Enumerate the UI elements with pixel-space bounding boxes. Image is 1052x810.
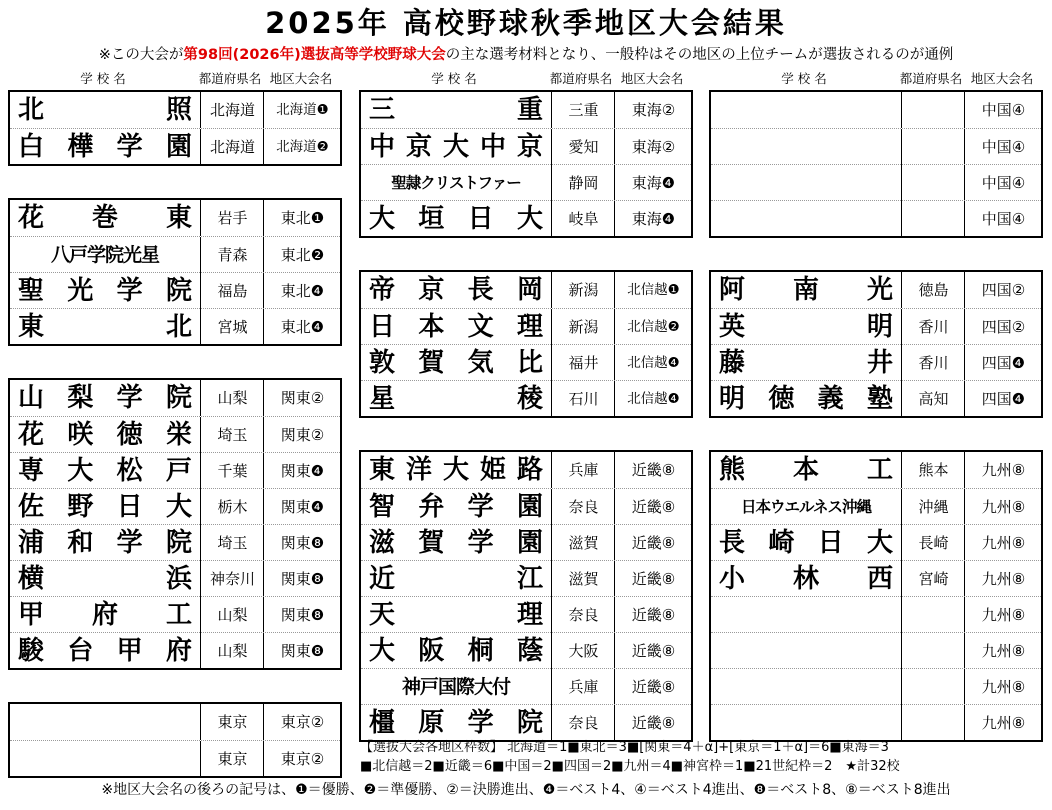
school-name	[711, 129, 901, 165]
region-result: 九州⑧	[964, 633, 1042, 669]
region-result: 東北❷	[263, 237, 341, 273]
school-name	[711, 201, 901, 237]
region-result: 中国④	[964, 92, 1042, 128]
prefecture-name: 新潟	[551, 272, 615, 308]
school-name	[10, 309, 200, 345]
region-result: 近畿⑧	[614, 705, 692, 741]
school-name: 帝京長岡	[369, 275, 543, 305]
school-name: 佐野日大	[18, 492, 192, 522]
school-name	[711, 165, 901, 201]
prefecture-name: 宮崎	[901, 561, 965, 597]
school-row	[711, 452, 1041, 488]
prefecture-name	[901, 705, 965, 741]
prefecture-name	[901, 597, 965, 633]
school-name	[711, 597, 901, 633]
region-result: 九州⑧	[964, 597, 1042, 633]
school-row	[10, 128, 340, 165]
region-block	[8, 378, 342, 670]
region-result: 近畿⑧	[614, 525, 692, 561]
region-result: 北信越❶	[614, 272, 692, 308]
prefecture-name: 埼玉	[200, 417, 264, 453]
school-row	[10, 632, 340, 669]
prefecture-name: 滋賀	[551, 561, 615, 597]
column-header-2	[359, 68, 693, 90]
school-row	[711, 632, 1041, 669]
subtitle-part2: の主な選考材料となり、一般枠はその地区の上位チームが選抜されるのが通例	[445, 47, 954, 63]
region-result: 東京②	[263, 704, 341, 740]
school-name	[711, 309, 901, 345]
region-result: 近畿⑧	[614, 489, 692, 525]
region-result: 中国④	[964, 129, 1042, 165]
prefecture-name: 福島	[200, 273, 264, 309]
prefecture-name: 香川	[901, 345, 965, 381]
school-row	[10, 488, 340, 525]
school-name	[711, 705, 901, 741]
school-name	[361, 561, 551, 597]
prefecture-name	[901, 201, 965, 237]
school-name-part: 東	[18, 312, 45, 342]
region-result: 東京②	[263, 741, 341, 777]
prefecture-name: 宮城	[200, 309, 264, 345]
school-name: 甲府工	[18, 600, 192, 630]
prefecture-name: 石川	[551, 381, 615, 417]
school-row	[10, 704, 340, 740]
region-result: 九州⑧	[964, 669, 1042, 705]
school-row	[10, 560, 340, 597]
school-row	[10, 524, 340, 561]
school-row	[361, 92, 691, 128]
region-result: 中国④	[964, 201, 1042, 237]
school-name	[10, 704, 200, 740]
school-name	[711, 345, 901, 381]
school-row	[10, 740, 340, 777]
header-school: 学 校 名	[80, 71, 126, 86]
school-row	[10, 92, 340, 128]
school-name: 長崎日大	[719, 528, 893, 558]
region-result: 九州⑧	[964, 489, 1042, 525]
header-prefecture: 都道府県名	[549, 71, 613, 86]
region-block	[709, 270, 1043, 418]
prefecture-name: 北海道	[200, 129, 264, 165]
prefecture-name: 岐阜	[551, 201, 615, 237]
footer-legend: ※地区大会名の後ろの記号は、❶＝優勝、❷＝準優勝、②＝決勝進出、❹＝ベスト4、④＝ベスト4進出、❽＝ベスト8、⑧＝ベスト8進出	[101, 782, 951, 798]
school-name: 浦和学院	[18, 528, 192, 558]
school-row	[10, 308, 340, 345]
school-row	[10, 380, 340, 416]
school-name-part: 江	[516, 564, 543, 594]
prefecture-name: 神奈川	[200, 561, 264, 597]
header-region: 地区大会名	[269, 71, 333, 86]
school-name-part: 北	[165, 312, 192, 342]
school-name: 山梨学院	[18, 383, 192, 413]
school-name-part: 近	[369, 564, 396, 594]
school-row	[361, 128, 691, 165]
school-row	[711, 164, 1041, 201]
school-row	[711, 704, 1041, 741]
prefecture-name: 東京	[200, 741, 264, 777]
header-prefecture: 都道府県名	[899, 71, 963, 86]
school-name-part: 横	[18, 564, 45, 594]
region-result: 九州⑧	[964, 705, 1042, 741]
school-name	[711, 92, 901, 128]
school-name: 駿台甲府	[18, 636, 192, 666]
prefecture-name: 沖縄	[901, 489, 965, 525]
school-name: 日本ウエルネス沖縄	[740, 498, 872, 516]
region-result: 四国②	[964, 309, 1042, 345]
school-name	[711, 669, 901, 705]
prefecture-name: 兵庫	[551, 452, 615, 488]
school-name	[361, 597, 551, 633]
region-block	[8, 198, 342, 346]
header-school: 学 校 名	[781, 71, 827, 86]
prefecture-name: 北海道	[200, 92, 264, 128]
region-result: 東北❹	[263, 273, 341, 309]
school-name: 花咲徳栄	[18, 420, 192, 450]
prefecture-name: 東京	[200, 704, 264, 740]
school-row	[711, 380, 1041, 417]
prefecture-name: 滋賀	[551, 525, 615, 561]
school-name-part: 井	[866, 348, 893, 378]
school-row	[711, 128, 1041, 165]
school-row	[361, 272, 691, 308]
region-block	[359, 90, 693, 238]
region-result: 関東❽	[263, 561, 341, 597]
prefecture-name: 栃木	[200, 489, 264, 525]
school-name	[361, 92, 551, 128]
school-name: 大垣日大	[369, 204, 543, 234]
school-row	[361, 452, 691, 488]
school-name-part: 天	[369, 600, 396, 630]
header-region: 地区大会名	[970, 71, 1034, 86]
school-name-part: 英	[719, 312, 746, 342]
school-row	[361, 704, 691, 741]
region-result: 四国②	[964, 272, 1042, 308]
region-result: 関東❹	[263, 453, 341, 489]
region-result: 近畿⑧	[614, 561, 692, 597]
school-row	[711, 668, 1041, 705]
school-name: 聖光学院	[18, 276, 192, 306]
school-name	[711, 633, 901, 669]
school-name-part: 理	[516, 600, 543, 630]
region-result: 東海❹	[614, 165, 692, 201]
prefecture-name: 山梨	[200, 380, 264, 416]
school-name: 敦賀気比	[369, 348, 543, 378]
header-prefecture: 都道府県名	[198, 71, 262, 86]
school-name-part: 浜	[165, 564, 192, 594]
prefecture-name: 奈良	[551, 489, 615, 525]
frame-info	[360, 738, 1046, 776]
school-name: 日本文理	[369, 312, 543, 342]
region-result: 北信越❹	[614, 381, 692, 417]
region-result: 北信越❷	[614, 309, 692, 345]
school-name: 東洋大姫路	[369, 455, 543, 485]
subtitle-highlight: 第98回(2026年)選抜高等学校野球大会	[183, 47, 446, 63]
school-row	[10, 596, 340, 633]
school-name: 中京大中京	[369, 132, 543, 162]
region-block	[8, 702, 342, 778]
school-name-part: 明	[866, 312, 893, 342]
school-row	[711, 308, 1041, 345]
region-result: 東北❶	[263, 200, 341, 236]
school-row	[711, 272, 1041, 308]
page-subtitle	[0, 44, 1052, 66]
school-row	[361, 308, 691, 345]
prefecture-name: 福井	[551, 345, 615, 381]
header-school: 学 校 名	[431, 71, 477, 86]
school-name: 小林西	[719, 564, 893, 594]
column-header-1	[8, 68, 342, 90]
school-row	[10, 416, 340, 453]
school-row	[711, 344, 1041, 381]
school-name	[10, 561, 200, 597]
region-result: 北信越❹	[614, 345, 692, 381]
school-row	[361, 164, 691, 201]
prefecture-name: 静岡	[551, 165, 615, 201]
school-name: 明徳義塾	[719, 384, 893, 414]
school-name-part: 三	[369, 95, 396, 125]
school-row	[711, 92, 1041, 128]
region-block	[359, 450, 693, 742]
prefecture-name: 高知	[901, 381, 965, 417]
school-row	[711, 596, 1041, 633]
school-row	[361, 200, 691, 237]
school-row	[711, 560, 1041, 597]
prefecture-name: 青森	[200, 237, 264, 273]
column-header-3	[709, 68, 1043, 90]
school-row	[711, 200, 1041, 237]
school-name: 花巻東	[18, 203, 192, 233]
region-result: 関東❽	[263, 525, 341, 561]
region-result: 四国❹	[964, 381, 1042, 417]
prefecture-name: 埼玉	[200, 525, 264, 561]
prefecture-name: 香川	[901, 309, 965, 345]
prefecture-name: 岩手	[200, 200, 264, 236]
school-name: 専大松戸	[18, 456, 192, 486]
region-result: 関東❽	[263, 633, 341, 669]
prefecture-name: 山梨	[200, 597, 264, 633]
prefecture-name	[901, 669, 965, 705]
school-name: 大阪桐蔭	[369, 636, 543, 666]
school-row	[361, 488, 691, 525]
prefecture-name: 大阪	[551, 633, 615, 669]
region-result: 九州⑧	[964, 525, 1042, 561]
region-block	[8, 90, 342, 166]
school-name-part: 照	[165, 95, 192, 125]
school-name-part: 星	[369, 384, 396, 414]
school-row	[361, 596, 691, 633]
region-result: 東海②	[614, 129, 692, 165]
school-name-part: 重	[516, 95, 543, 125]
region-result: 近畿⑧	[614, 452, 692, 488]
region-result: 東海②	[614, 92, 692, 128]
page-title: 2025年 高校野球秋季地区大会結果	[265, 6, 787, 40]
school-name: 智弁学園	[369, 492, 543, 522]
school-row	[361, 560, 691, 597]
region-result: 関東②	[263, 380, 341, 416]
school-name-part: 藤	[719, 348, 746, 378]
prefecture-name: 長崎	[901, 525, 965, 561]
region-result: 北海道❶	[263, 92, 341, 128]
prefecture-name: 兵庫	[551, 669, 615, 705]
prefecture-name	[901, 633, 965, 669]
prefecture-name: 山梨	[200, 633, 264, 669]
prefecture-name: 三重	[551, 92, 615, 128]
prefecture-name: 奈良	[551, 597, 615, 633]
prefecture-name	[901, 165, 965, 201]
school-name: 八戸学院光星	[50, 244, 159, 266]
school-row	[711, 524, 1041, 561]
school-name: 滋賀学園	[369, 528, 543, 558]
prefecture-name: 徳島	[901, 272, 965, 308]
school-name: 阿南光	[719, 275, 893, 305]
school-name: 白樺学園	[18, 132, 192, 162]
school-row	[361, 344, 691, 381]
prefecture-name: 熊本	[901, 452, 965, 488]
subtitle-part1: ※この大会が	[98, 47, 184, 63]
school-row	[361, 632, 691, 669]
prefecture-name: 千葉	[200, 453, 264, 489]
region-result: 中国④	[964, 165, 1042, 201]
region-result: 近畿⑧	[614, 669, 692, 705]
school-row	[10, 452, 340, 489]
region-result: 東北❹	[263, 309, 341, 345]
region-result: 東海❹	[614, 201, 692, 237]
school-name	[361, 381, 551, 417]
school-name: 神戸国際大付	[401, 676, 510, 698]
region-result: 九州⑧	[964, 561, 1042, 597]
region-block	[359, 270, 693, 418]
prefecture-name: 新潟	[551, 309, 615, 345]
region-result: 近畿⑧	[614, 597, 692, 633]
school-row	[10, 236, 340, 273]
prefecture-name	[901, 129, 965, 165]
school-name: 熊本工	[719, 455, 893, 485]
school-name-part: 稜	[516, 384, 543, 414]
school-row	[10, 200, 340, 236]
region-block	[709, 90, 1043, 238]
school-row	[361, 380, 691, 417]
region-block	[709, 450, 1043, 742]
school-name-part: 北	[18, 95, 45, 125]
school-row	[361, 524, 691, 561]
prefecture-name: 愛知	[551, 129, 615, 165]
school-row	[361, 668, 691, 705]
school-name	[10, 741, 200, 777]
region-result: 関東②	[263, 417, 341, 453]
frame-info-line2: ■北信越＝2■近畿＝6■中国＝2■四国＝2■九州＝4■神宮枠＝1■21世紀枠＝2 ★計32校	[360, 759, 900, 774]
region-result: 四国❹	[964, 345, 1042, 381]
school-name: 聖隷クリストファー	[391, 174, 521, 192]
header-region: 地区大会名	[620, 71, 684, 86]
school-row	[711, 488, 1041, 525]
prefecture-name: 奈良	[551, 705, 615, 741]
school-name: 橿原学院	[369, 708, 543, 738]
region-result: 北海道❷	[263, 129, 341, 165]
school-name	[10, 92, 200, 128]
region-result: 近畿⑧	[614, 633, 692, 669]
region-result: 九州⑧	[964, 452, 1042, 488]
region-result: 関東❽	[263, 597, 341, 633]
frame-info-line1: 【選抜大会各地区枠数】 北海道＝1■東北＝3■[関東＝4＋α]+[東京＝1＋α]＝6■東海＝3	[360, 740, 889, 755]
prefecture-name	[901, 92, 965, 128]
region-result: 関東❹	[263, 489, 341, 525]
school-row	[10, 272, 340, 309]
